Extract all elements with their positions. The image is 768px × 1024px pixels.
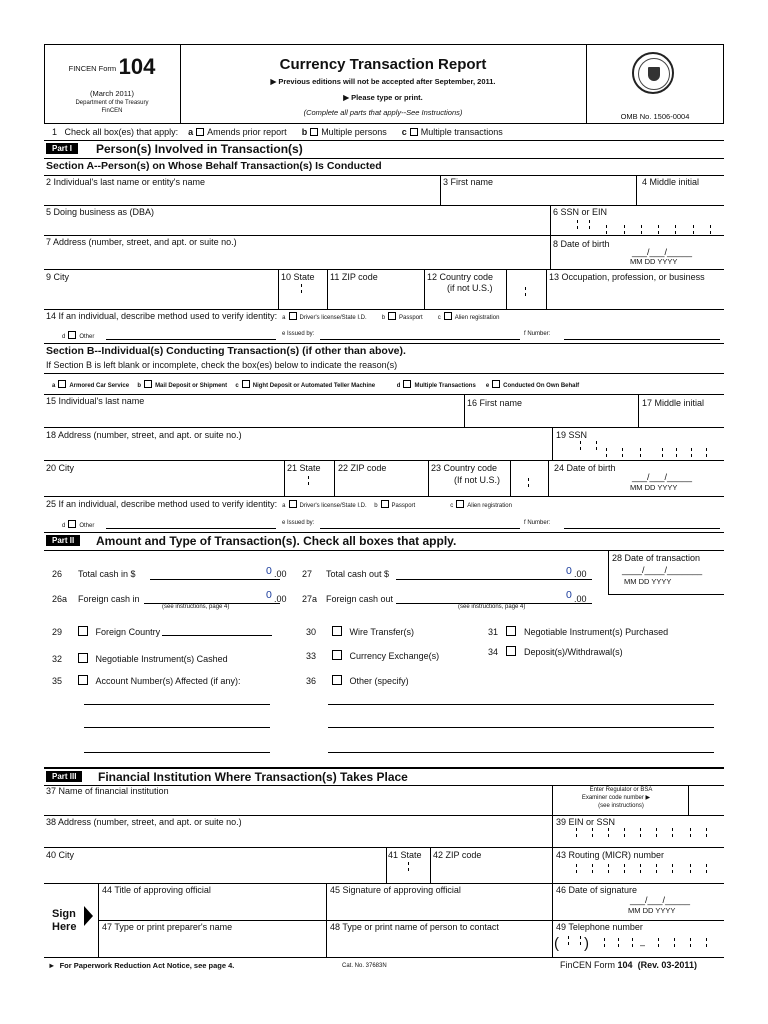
conductor-id-number-label: f Number: xyxy=(524,520,551,526)
field-26-num: 26 xyxy=(52,569,63,579)
form-date: (March 2011) xyxy=(89,89,135,98)
foreign-cash-out-cents: .00 xyxy=(574,594,587,604)
dba-input[interactable] xyxy=(44,217,550,235)
regulator-line1: Enter Regulator or BSA xyxy=(589,787,653,793)
cash-out-cents: .00 xyxy=(574,569,587,579)
signature-date-input[interactable] xyxy=(622,894,724,908)
section-b-title: Section B--Individual(s) Conducting Transaction(s) (if other than above). xyxy=(46,345,406,357)
foreign-country-checkbox[interactable] xyxy=(78,626,88,636)
cash-in-cents: .00 xyxy=(274,569,287,579)
field-14d-row: d Other xyxy=(62,331,94,341)
issued-by-input[interactable] xyxy=(320,339,520,340)
field-13-label: 13 Occupation, profession, or business xyxy=(549,272,705,282)
field-27a-label: Foreign cash out xyxy=(326,594,394,604)
field-41-label: 41 State xyxy=(388,850,422,860)
sign-label: Sign xyxy=(52,908,76,920)
regulator-line3: (see instructions) xyxy=(598,803,644,809)
field-46-label: 46 Date of signature xyxy=(556,885,638,895)
conductor-dob-input[interactable] xyxy=(624,470,724,484)
id-alien-registration-checkbox[interactable] xyxy=(444,312,452,320)
part1-title: Person(s) Involved in Transaction(s) xyxy=(96,142,303,156)
currency-exchange-checkbox[interactable] xyxy=(332,650,342,660)
country-code-input[interactable] xyxy=(507,284,546,309)
field-12-note: (if not U.S.) xyxy=(447,283,493,293)
mail-deposit-checkbox[interactable] xyxy=(144,380,152,388)
see-instructions-2: (see instructions, page 4) xyxy=(458,604,526,610)
form-dept: Department of the Treasury xyxy=(75,100,149,106)
field-25d-row: d Other xyxy=(62,520,94,530)
field-27a-num: 27a xyxy=(302,594,318,604)
ctr-form: FINCEN Form 104 (March 2011) Department of the Treasury FinCEN Currency Transaction Report ▶ Previous editions will not be accepted after September, 2011. ▶ Please type or print. (Complete all parts that apply--See Instructions) OMB No. 1506-0004 1 Check all box(es) that apply: a Amends prior report b Multiple persons c Multiple transactions Part I Person(s) Involved in Transaction(s) Section A--Person(s) on Whose Behalf Transaction(s) Is Conducted 2 Individual's last name or entity's name 3 First name 4 Middle initial 5 Doing business as (DBA) 6 SSN or EIN 7 Address (number, street, and apt. or suite no.) 8 Date of birth ___/___/_____ MM DD YYYY 9 City 10 State 11 ZIP code 12 Country code (if not U.S.) 13 Occupation, profession, or business 14 If an individual, describe method used to verify identity: a Driver's license/State I.D. b Passport c Alien registration d Other e Issued by: f Number: Section B--Individual(s) Conducting Transaction(s) (if other than above). If Section B is left blank or incomplete, check the box(es) below to indicate the reason(s) a Armored Car Service b Mail Deposit or Shipment c Night Deposit or Automated Teller Machine d Multiple Transactions e Conducted On Own Behalf 15 Individual's last name 16 First name 17 Middle initial 18 Address (number, street, and apt. or suite no.) 19 SSN 20 City 21 State 22 ZIP code 23 Country code (If not U.S.) 24 Date of birth ___/___/_____ MM DD YYYY 25 If an individual, describe method used to verify identity: a Driver's license/State I.D. b Passport c Alien registration d Other e Issued by: f Number: Part II Amount and Type of Transaction(s). Check all boxes that apply. 28 Date of transaction ____/____/_______ MM DD YYYY 26 Total cash in $ 0 .00 27 Total cash out $ 0 .00 26a Foreign cash in 0 .00 (see instructions, page 4) 27a Foreign cash out 0 .00 (see instructions, page 4) 29 Foreign Country 30 Wire Transfer(s) 31 Negotiable Instrument(s) Purchased 32 Negotiable Instrument(s) Cashed 33 Currency Exchange(s) 34 Deposit(s)/Withdrawal(s) 35 Account Number(s) Affected (if any): 36 Other (specify) Part III Financial Institution Where Transaction(s) Takes Place 37 Name of financial institution Enter Regulator or BSA Examiner code number ▶ (see instructions) 38 Address (number, street, and apt. or suite no.) 39 EIN or SSN 40 City 41 State 42 ZIP code 43 Routing (MICR) number Sign Here 44 Title of approving official 45 Signature of approving official 46 Date of signature ___/___/_____ MM DD YYYY 47 Type or print preparer's name 48 Type or print name of person to contact 49 Telephone number ( ) – ► For Paperwork Reduction Act Notice, see page 4. Cat. No. 37683N FinCEN Form 104 (Rev. 03-2011) xyxy=(44,44,724,980)
account-number-input-2[interactable] xyxy=(84,727,270,728)
field-37-label: 37 Name of financial institution xyxy=(46,786,169,796)
other-specify-input-3[interactable] xyxy=(328,752,714,753)
field-8-label: 8 Date of birth xyxy=(553,239,610,249)
field-26a-num: 26a xyxy=(52,594,68,604)
field-25-label: 25 If an individual, describe method used to verify identity: a Driver's license/State I.D. b Passport c Alien registration xyxy=(46,499,512,509)
conductor-zip-input[interactable] xyxy=(335,474,428,496)
conductor-last-name-input[interactable] xyxy=(44,408,464,427)
account-numbers-checkbox[interactable] xyxy=(78,675,88,685)
paperwork-notice: ► For Paperwork Reduction Act Notice, see page 4. xyxy=(48,961,235,970)
field-40-label: 40 City xyxy=(46,850,75,860)
id-number-input[interactable] xyxy=(564,339,720,340)
id-other-input[interactable] xyxy=(106,339,276,340)
footer-form-id: FinCEN Form 104 (Rev. 03-2011) xyxy=(560,960,697,970)
cash-in-input[interactable] xyxy=(150,579,280,580)
field-28-label: 28 Date of transaction xyxy=(612,553,701,563)
field-27-label: Total cash out $ xyxy=(326,569,390,579)
conductor-first-name-input[interactable] xyxy=(465,408,638,427)
armored-car-checkbox[interactable] xyxy=(58,380,66,388)
conductor-middle-initial-input[interactable] xyxy=(639,408,724,427)
field-35-row: 35 Account Number(s) Affected (if any): xyxy=(52,676,241,686)
account-number-input-3[interactable] xyxy=(84,752,270,753)
field-30-row: 30 Wire Transfer(s) xyxy=(306,627,415,637)
last-name-input[interactable] xyxy=(44,187,440,205)
wire-transfer-checkbox[interactable] xyxy=(332,626,342,636)
treasury-seal-icon xyxy=(632,52,674,94)
conductor-ssn-input[interactable] xyxy=(553,441,724,460)
dob-format: MM DD YYYY xyxy=(630,257,678,266)
field-48-label: 48 Type or print name of person to contact xyxy=(330,922,499,932)
omb-number: OMB No. 1506-0004 xyxy=(620,112,690,121)
field-23-note: (If not U.S.) xyxy=(454,475,501,485)
night-deposit-checkbox[interactable] xyxy=(242,380,250,388)
field-12-label: 12 Country code xyxy=(427,272,494,282)
cash-in-value: 0 xyxy=(266,565,272,577)
field-26-label: Total cash in $ xyxy=(78,569,136,579)
multiple-persons-checkbox[interactable] xyxy=(310,128,318,136)
conductor-issued-by-label: e Issued by: xyxy=(282,520,315,526)
conductor-id-passport-checkbox[interactable] xyxy=(381,500,389,508)
institution-city-input[interactable] xyxy=(44,862,386,883)
form-fincen: FinCEN xyxy=(101,108,123,114)
field-17-label: 17 Middle initial xyxy=(642,398,705,408)
part3-tag: Part III xyxy=(46,771,82,782)
field-31-row: 31 Negotiable Instrument(s) Purchased xyxy=(488,627,669,637)
conductor-id-other-input[interactable] xyxy=(106,528,276,529)
field-11-label: 11 ZIP code xyxy=(330,272,378,282)
first-name-input[interactable] xyxy=(441,187,636,205)
field-22-label: 22 ZIP code xyxy=(338,463,387,473)
field-42-label: 42 ZIP code xyxy=(433,850,482,860)
field-4-label: 4 Middle initial xyxy=(642,177,700,187)
telephone-input[interactable] xyxy=(553,934,724,957)
field-16-label: 16 First name xyxy=(467,398,523,408)
field-47-label: 47 Type or print preparer's name xyxy=(102,922,233,932)
approving-signature-input[interactable] xyxy=(327,897,552,920)
regulator-code-input[interactable] xyxy=(689,786,724,815)
conductor-id-number-input[interactable] xyxy=(564,528,720,529)
contact-name-input[interactable] xyxy=(327,934,552,957)
institution-zip-input[interactable] xyxy=(431,862,552,883)
id-drivers-license-checkbox[interactable] xyxy=(289,312,297,320)
field-10-label: 10 State xyxy=(281,272,315,282)
header-line2: ▶ Please type or print. xyxy=(343,93,423,102)
here-label: Here xyxy=(52,921,77,933)
signature-date-format: MM DD YYYY xyxy=(628,906,676,915)
field-29-row: 29 Foreign Country xyxy=(52,627,161,637)
multiple-transactions-checkbox[interactable] xyxy=(410,128,418,136)
routing-number-input[interactable] xyxy=(553,862,724,883)
transaction-date-input[interactable] xyxy=(609,563,724,577)
see-instructions-1: (see instructions, page 4) xyxy=(162,604,230,610)
id-passport-checkbox[interactable] xyxy=(388,312,396,320)
field-26a-label: Foreign cash in xyxy=(78,594,140,604)
field-23-label: 23 Country code xyxy=(431,463,498,473)
part2-tag: Part II xyxy=(46,535,80,546)
negotiable-purchased-checkbox[interactable] xyxy=(506,626,516,636)
field-15-label: 15 Individual's last name xyxy=(46,396,145,406)
conductor-dob-format: MM DD YYYY xyxy=(630,483,678,492)
header-line1: ▶ Previous editions will not be accepted after September, 2011. xyxy=(270,77,496,86)
section-a-title: Section A--Person(s) on Whose Behalf Transaction(s) Is Conducted xyxy=(46,160,382,172)
field-21-label: 21 State xyxy=(287,463,321,473)
deposit-withdrawal-checkbox[interactable] xyxy=(506,646,516,656)
approving-title-input[interactable] xyxy=(99,897,326,920)
header-line3: (Complete all parts that apply--See Instructions) xyxy=(303,108,463,117)
field-5-label: 5 Doing business as (DBA) xyxy=(46,207,155,217)
account-number-input-1[interactable] xyxy=(84,704,270,705)
address-input[interactable] xyxy=(44,247,550,269)
dob-input[interactable] xyxy=(624,244,724,258)
form-word: FINCEN Form xyxy=(68,64,117,73)
institution-address-input[interactable] xyxy=(44,828,552,847)
conductor-issued-by-input[interactable] xyxy=(320,528,520,529)
foreign-cash-in-cents: .00 xyxy=(274,594,287,604)
issued-by-label: e Issued by: xyxy=(282,331,315,337)
foreign-cash-out-value: 0 xyxy=(566,589,572,601)
occupation-input[interactable] xyxy=(547,284,724,309)
field-32-row: 32 Negotiable Instrument(s) Cashed xyxy=(52,654,228,664)
conductor-city-input[interactable] xyxy=(44,474,284,496)
regulator-line2: Examiner code number ▶ xyxy=(581,795,651,801)
field-7-label: 7 Address (number, street, and apt. or suite no.) xyxy=(46,237,237,247)
other-specify-checkbox[interactable] xyxy=(332,675,342,685)
field-36-row: 36 Other (specify) xyxy=(306,676,409,686)
form-number: 104 xyxy=(118,54,156,79)
negotiable-cashed-checkbox[interactable] xyxy=(78,653,88,663)
state-input[interactable] xyxy=(279,284,327,309)
preparer-name-input[interactable] xyxy=(99,934,326,957)
middle-initial-input[interactable] xyxy=(637,187,724,205)
field-38-label: 38 Address (number, street, and apt. or suite no.) xyxy=(46,817,242,827)
foreign-country-input[interactable] xyxy=(162,635,272,636)
conductor-id-drivers-license-checkbox[interactable] xyxy=(289,500,297,508)
foreign-cash-in-value: 0 xyxy=(266,589,272,601)
field-14-label: 14 If an individual, describe method used to verify identity: a Driver's license/State I.D. b Passport c Alien registration xyxy=(46,311,500,321)
field-18-label: 18 Address (number, street, and apt. or suite no.) xyxy=(46,430,242,440)
field-3-label: 3 First name xyxy=(443,177,494,187)
conductor-country-input[interactable] xyxy=(511,474,548,496)
conductor-state-input[interactable] xyxy=(285,474,334,496)
institution-name-input[interactable] xyxy=(44,796,552,815)
field-43-label: 43 Routing (MICR) number xyxy=(556,850,665,860)
id-number-label: f Number: xyxy=(524,331,551,337)
other-specify-input-1[interactable] xyxy=(328,704,714,705)
cash-out-input[interactable] xyxy=(396,579,592,580)
institution-state-input[interactable] xyxy=(387,862,430,883)
field-33-row: 33 Currency Exchange(s) xyxy=(306,651,440,661)
field-39-label: 39 EIN or SSN xyxy=(556,817,616,827)
form-title: Currency Transaction Report xyxy=(279,56,487,73)
field-2-label: 2 Individual's last name or entity's name xyxy=(46,177,206,187)
field-27-num: 27 xyxy=(302,569,313,579)
city-input[interactable] xyxy=(44,284,278,309)
multiple-transactions-reason-checkbox[interactable] xyxy=(403,380,411,388)
field-19-label: 19 SSN xyxy=(556,430,588,440)
institution-ein-input[interactable] xyxy=(553,828,724,847)
cash-out-value: 0 xyxy=(566,565,572,577)
field-9-label: 9 City xyxy=(46,272,70,282)
field-34-row: 34 Deposit(s)/Withdrawal(s) xyxy=(488,647,623,657)
item1-row: 1 Check all box(es) that apply: a Amends prior report b Multiple persons c Multiple transactions xyxy=(52,127,503,137)
conductor-id-other-checkbox[interactable] xyxy=(68,520,76,528)
amends-prior-report-checkbox[interactable] xyxy=(196,128,204,136)
field-49-label: 49 Telephone number xyxy=(556,922,643,932)
catalog-number: Cat. No. 37683N xyxy=(342,963,387,969)
sign-arrow-icon xyxy=(84,906,93,926)
section-b-reasons: a Armored Car Service b Mail Deposit or Shipment c Night Deposit or Automated Teller Machine d Multiple Transactions e Conducted On Own Behalf xyxy=(52,380,579,390)
form-id xyxy=(44,54,180,80)
part3-title: Financial Institution Where Transaction(s) Takes Place xyxy=(98,770,408,784)
transaction-date-format: MM DD YYYY xyxy=(624,577,672,586)
zip-input[interactable] xyxy=(328,284,424,309)
own-behalf-checkbox[interactable] xyxy=(492,380,500,388)
section-b-note: If Section B is left blank or incomplete, check the box(es) below to indicate the reason(s) xyxy=(46,360,398,370)
field-20-label: 20 City xyxy=(46,463,75,473)
field-45-label: 45 Signature of approving official xyxy=(330,885,461,895)
conductor-id-alien-checkbox[interactable] xyxy=(456,500,464,508)
field-24-label: 24 Date of birth xyxy=(554,463,616,473)
part1-tag: Part I xyxy=(46,143,78,154)
other-specify-input-2[interactable] xyxy=(328,727,714,728)
field-6-label: 6 SSN or EIN xyxy=(553,207,608,217)
field-44-label: 44 Title of approving official xyxy=(102,885,211,895)
conductor-address-input[interactable] xyxy=(44,441,552,460)
part2-title: Amount and Type of Transaction(s). Check all boxes that apply. xyxy=(96,534,457,548)
id-other-checkbox[interactable] xyxy=(68,331,76,339)
